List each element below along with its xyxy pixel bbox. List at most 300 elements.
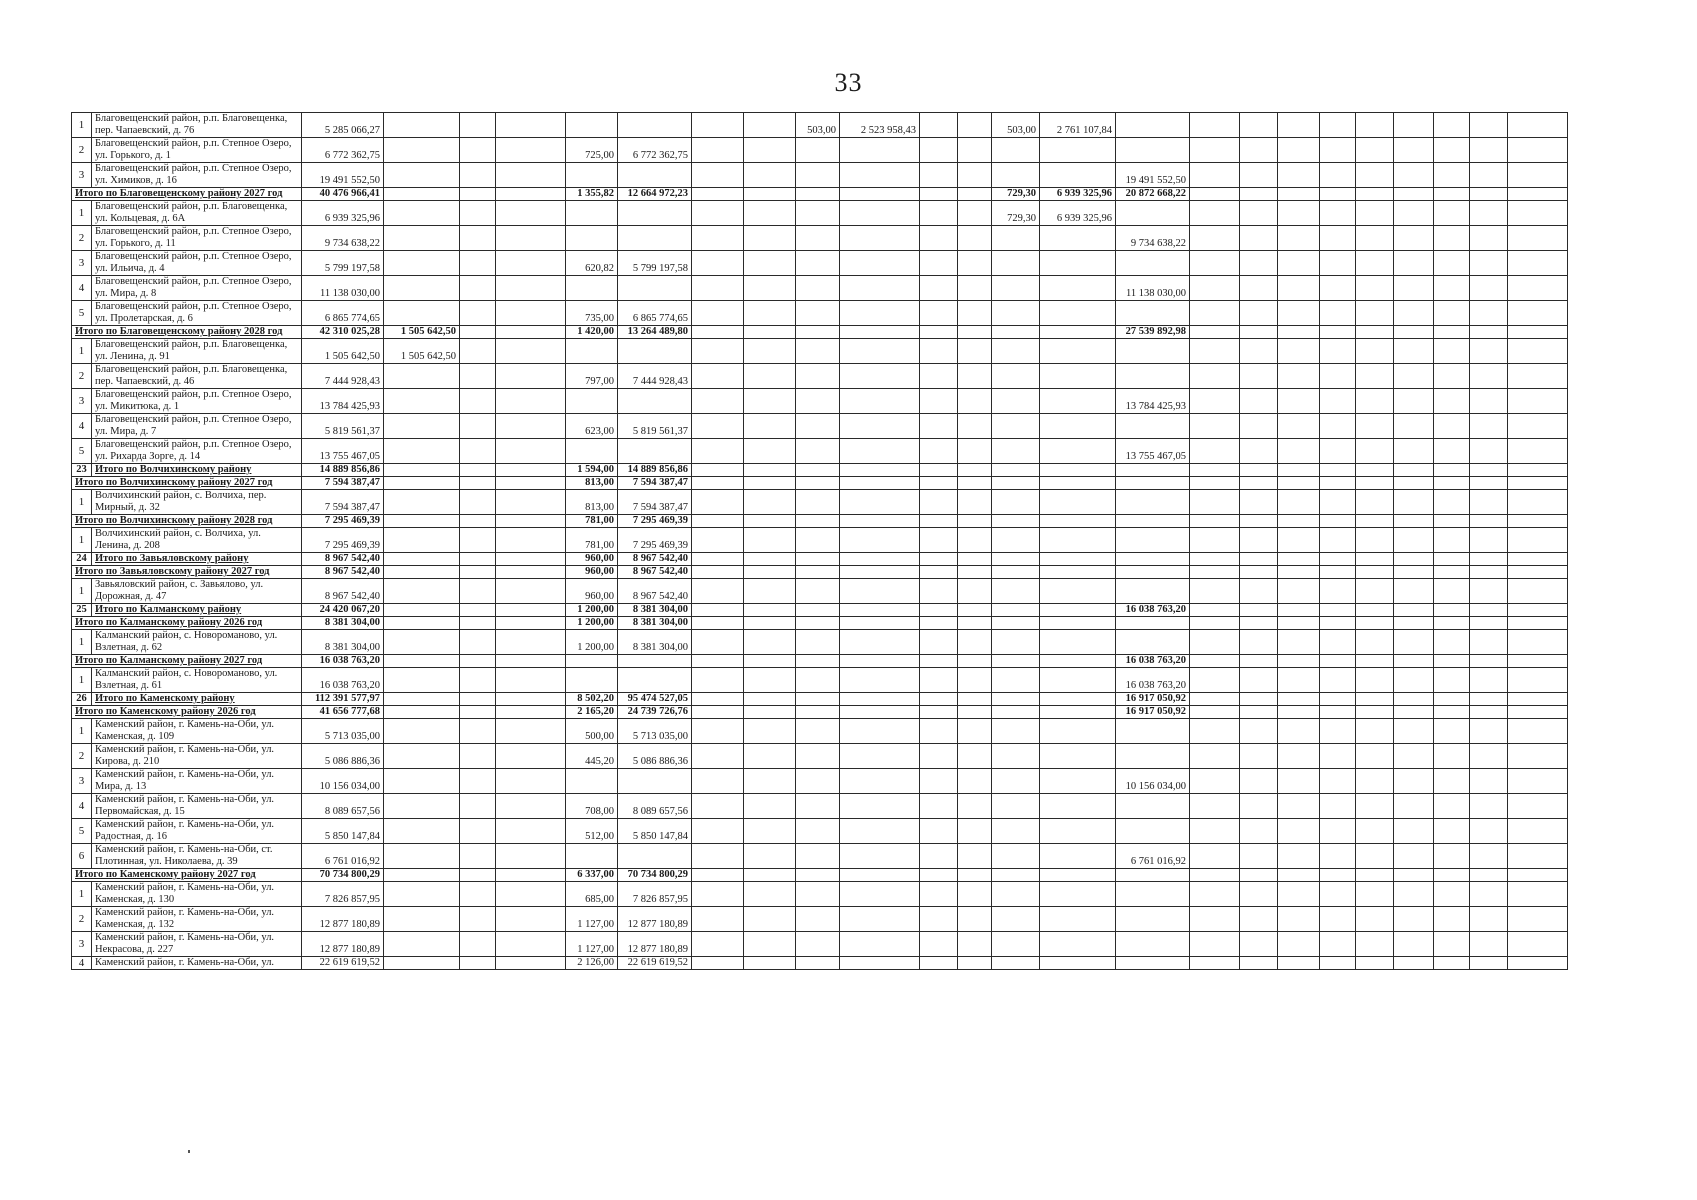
value-cell <box>1508 301 1568 326</box>
value-cell <box>496 490 566 515</box>
value-cell <box>1190 744 1240 769</box>
value-cell <box>1190 163 1240 188</box>
table-row <box>72 668 1568 693</box>
value-cell <box>692 579 744 604</box>
value-cell <box>1434 464 1470 477</box>
row-number: 3 <box>72 389 92 414</box>
address-cell: Калманский район, с. Новороманово, ул. Взлетная, д. 61 <box>92 668 302 693</box>
value-cell <box>744 477 796 490</box>
value-cell <box>1190 769 1240 794</box>
value-cell <box>796 693 840 706</box>
value-cell <box>1356 528 1394 553</box>
value-cell <box>1040 769 1116 794</box>
value-cell <box>920 630 958 655</box>
value-cell <box>1434 490 1470 515</box>
value-cell <box>744 138 796 163</box>
value-cell <box>496 932 566 957</box>
value-cell: 16 038 763,20 <box>302 655 384 668</box>
row-number: 4 <box>72 957 92 970</box>
value-cell <box>1320 566 1356 579</box>
table-row <box>72 528 1568 553</box>
value-cell <box>796 844 840 869</box>
address-cell: Волчихинский район, с. Волчиха, ул. Ленина, д. 208 <box>92 528 302 553</box>
table-total-row <box>72 515 1568 528</box>
value-cell <box>1040 414 1116 439</box>
value-cell <box>840 439 920 464</box>
value-cell <box>958 869 992 882</box>
value-cell <box>460 604 496 617</box>
value-cell <box>1434 630 1470 655</box>
value-cell <box>1278 326 1320 339</box>
value-cell: 1 505 642,50 <box>384 326 460 339</box>
value-cell <box>1470 364 1508 389</box>
value-cell <box>840 668 920 693</box>
value-cell <box>1508 844 1568 869</box>
value-cell <box>992 339 1040 364</box>
value-cell <box>920 566 958 579</box>
value-cell <box>496 553 566 566</box>
value-cell <box>744 339 796 364</box>
value-cell: 9 734 638,22 <box>302 226 384 251</box>
value-cell <box>618 655 692 668</box>
value-cell: 12 877 180,89 <box>618 907 692 932</box>
value-cell <box>796 744 840 769</box>
value-cell <box>692 844 744 869</box>
value-cell: 1 505 642,50 <box>302 339 384 364</box>
value-cell: 22 619 619,52 <box>618 957 692 970</box>
value-cell <box>1116 113 1190 138</box>
value-cell <box>1190 566 1240 579</box>
value-cell <box>1040 163 1116 188</box>
value-cell <box>496 744 566 769</box>
value-cell <box>840 744 920 769</box>
value-cell <box>384 201 460 226</box>
value-cell: 6 939 325,96 <box>302 201 384 226</box>
value-cell <box>1320 604 1356 617</box>
value-cell <box>1434 844 1470 869</box>
value-cell <box>1278 188 1320 201</box>
value-cell <box>1040 251 1116 276</box>
value-cell <box>1278 579 1320 604</box>
value-cell <box>1040 907 1116 932</box>
value-cell <box>1356 464 1394 477</box>
value-cell <box>384 794 460 819</box>
value-cell <box>920 138 958 163</box>
value-cell <box>1240 439 1278 464</box>
value-cell <box>920 957 958 970</box>
value-cell <box>796 957 840 970</box>
value-cell: 503,00 <box>992 113 1040 138</box>
value-cell: 685,00 <box>566 882 618 907</box>
address-cell: Волчихинский район, с. Волчиха, пер. Мирный, д. 32 <box>92 490 302 515</box>
value-cell <box>384 882 460 907</box>
value-cell <box>1278 138 1320 163</box>
value-cell <box>460 907 496 932</box>
value-cell <box>1470 138 1508 163</box>
value-cell: 6 939 325,96 <box>1040 188 1116 201</box>
row-number: 2 <box>72 138 92 163</box>
value-cell <box>1356 326 1394 339</box>
value-cell <box>1394 693 1434 706</box>
value-cell <box>1320 464 1356 477</box>
row-number: 23 <box>72 464 92 477</box>
value-cell <box>1508 138 1568 163</box>
value-cell <box>840 364 920 389</box>
value-cell <box>840 869 920 882</box>
value-cell <box>1434 794 1470 819</box>
value-cell <box>958 439 992 464</box>
value-cell <box>496 477 566 490</box>
value-cell <box>840 882 920 907</box>
value-cell <box>1240 566 1278 579</box>
value-cell <box>496 326 566 339</box>
address-cell: Каменский район, г. Камень-на-Оби, ул. Каменская, д. 109 <box>92 719 302 744</box>
value-cell <box>384 819 460 844</box>
table-total-row <box>72 566 1568 579</box>
value-cell <box>692 251 744 276</box>
value-cell <box>1040 579 1116 604</box>
value-cell: 16 038 763,20 <box>1116 655 1190 668</box>
value-cell <box>1278 389 1320 414</box>
value-cell <box>1040 490 1116 515</box>
value-cell: 960,00 <box>566 579 618 604</box>
value-cell <box>460 477 496 490</box>
value-cell <box>1278 276 1320 301</box>
value-cell <box>384 579 460 604</box>
value-cell: 7 826 857,95 <box>302 882 384 907</box>
value-cell <box>1278 515 1320 528</box>
table-total-row <box>72 706 1568 719</box>
value-cell <box>460 326 496 339</box>
value-cell: 797,00 <box>566 364 618 389</box>
value-cell <box>1040 794 1116 819</box>
value-cell <box>840 604 920 617</box>
value-cell <box>744 439 796 464</box>
value-cell <box>1434 301 1470 326</box>
value-cell <box>1320 579 1356 604</box>
value-cell <box>992 794 1040 819</box>
value-cell: 503,00 <box>796 113 840 138</box>
value-cell <box>1394 882 1434 907</box>
value-cell <box>840 566 920 579</box>
value-cell <box>1278 706 1320 719</box>
value-cell <box>1434 706 1470 719</box>
value-cell: 7 295 469,39 <box>618 528 692 553</box>
value-cell <box>1040 706 1116 719</box>
value-cell <box>1190 907 1240 932</box>
value-cell <box>1356 819 1394 844</box>
value-cell <box>920 477 958 490</box>
value-cell: 729,30 <box>992 201 1040 226</box>
value-cell <box>1040 744 1116 769</box>
value-cell <box>958 276 992 301</box>
value-cell <box>1116 882 1190 907</box>
address-cell: Благовещенский район, р.п. Благовещенка, ул. Ленина, д. 91 <box>92 339 302 364</box>
value-cell <box>796 566 840 579</box>
value-cell <box>840 389 920 414</box>
value-cell <box>1356 668 1394 693</box>
value-cell: 112 391 577,97 <box>302 693 384 706</box>
value-cell: 8 502,20 <box>566 693 618 706</box>
address-cell: Благовещенский район, р.п. Благовещенка, пер. Чапаевский, д. 46 <box>92 364 302 389</box>
value-cell <box>1356 719 1394 744</box>
value-cell <box>1508 957 1568 970</box>
value-cell <box>958 477 992 490</box>
value-cell <box>920 794 958 819</box>
value-cell <box>384 276 460 301</box>
value-cell <box>1356 769 1394 794</box>
value-cell <box>1040 693 1116 706</box>
value-cell <box>1240 706 1278 719</box>
value-cell <box>1356 604 1394 617</box>
value-cell <box>1116 794 1190 819</box>
value-cell <box>840 188 920 201</box>
value-cell <box>1240 617 1278 630</box>
value-cell <box>618 339 692 364</box>
value-cell: 512,00 <box>566 819 618 844</box>
value-cell: 708,00 <box>566 794 618 819</box>
value-cell <box>1394 566 1434 579</box>
value-cell <box>744 719 796 744</box>
value-cell <box>992 553 1040 566</box>
value-cell <box>1508 706 1568 719</box>
value-cell <box>744 882 796 907</box>
value-cell <box>1240 907 1278 932</box>
value-cell <box>1190 188 1240 201</box>
value-cell <box>1394 617 1434 630</box>
value-cell <box>992 719 1040 744</box>
value-cell: 813,00 <box>566 490 618 515</box>
value-cell <box>1320 630 1356 655</box>
value-cell <box>566 113 618 138</box>
value-cell <box>796 668 840 693</box>
value-cell <box>1434 744 1470 769</box>
value-cell <box>1470 414 1508 439</box>
value-cell <box>496 630 566 655</box>
value-cell <box>1320 389 1356 414</box>
value-cell: 12 877 180,89 <box>618 932 692 957</box>
value-cell <box>1240 769 1278 794</box>
table-total-row <box>72 477 1568 490</box>
value-cell: 7 444 928,43 <box>302 364 384 389</box>
table-row <box>72 251 1568 276</box>
value-cell <box>496 251 566 276</box>
value-cell <box>1470 276 1508 301</box>
value-cell <box>992 819 1040 844</box>
value-cell <box>744 617 796 630</box>
value-cell: 781,00 <box>566 528 618 553</box>
value-cell <box>744 464 796 477</box>
value-cell <box>1434 719 1470 744</box>
value-cell <box>1394 719 1434 744</box>
value-cell <box>1116 490 1190 515</box>
value-cell <box>744 553 796 566</box>
value-cell <box>1508 276 1568 301</box>
value-cell <box>1320 869 1356 882</box>
value-cell <box>692 932 744 957</box>
value-cell: 8 381 304,00 <box>618 604 692 617</box>
value-cell <box>460 188 496 201</box>
value-cell <box>1278 226 1320 251</box>
value-cell <box>920 579 958 604</box>
value-cell <box>384 693 460 706</box>
value-cell <box>796 553 840 566</box>
value-cell <box>840 907 920 932</box>
value-cell: 16 038 763,20 <box>1116 668 1190 693</box>
value-cell <box>460 579 496 604</box>
value-cell <box>1240 188 1278 201</box>
value-cell: 5 819 561,37 <box>618 414 692 439</box>
value-cell <box>1434 326 1470 339</box>
value-cell <box>744 630 796 655</box>
value-cell <box>958 251 992 276</box>
value-cell <box>1508 414 1568 439</box>
value-cell <box>1320 794 1356 819</box>
value-cell <box>1470 907 1508 932</box>
value-cell <box>958 414 992 439</box>
value-cell <box>1240 464 1278 477</box>
value-cell <box>692 706 744 719</box>
value-cell <box>1190 439 1240 464</box>
row-number: 4 <box>72 414 92 439</box>
value-cell <box>1508 655 1568 668</box>
row-number: 1 <box>72 490 92 515</box>
value-cell <box>1190 414 1240 439</box>
value-cell: 70 734 800,29 <box>618 869 692 882</box>
value-cell <box>992 617 1040 630</box>
value-cell <box>1394 226 1434 251</box>
value-cell: 19 491 552,50 <box>302 163 384 188</box>
row-number: 4 <box>72 276 92 301</box>
row-number: 1 <box>72 339 92 364</box>
value-cell <box>1190 326 1240 339</box>
value-cell <box>1320 326 1356 339</box>
value-cell: 445,20 <box>566 744 618 769</box>
value-cell <box>840 326 920 339</box>
value-cell <box>1116 719 1190 744</box>
table-row <box>72 932 1568 957</box>
value-cell <box>1434 226 1470 251</box>
value-cell <box>1190 668 1240 693</box>
value-cell <box>1470 201 1508 226</box>
value-cell <box>1394 188 1434 201</box>
value-cell <box>384 566 460 579</box>
value-cell <box>1278 668 1320 693</box>
value-cell <box>618 668 692 693</box>
value-cell <box>384 706 460 719</box>
value-cell <box>1240 528 1278 553</box>
value-cell <box>692 138 744 163</box>
value-cell <box>1356 301 1394 326</box>
value-cell <box>920 719 958 744</box>
address-cell: Благовещенский район, р.п. Благовещенка, ул. Кольцевая, д. 6А <box>92 201 302 226</box>
value-cell <box>460 693 496 706</box>
value-cell <box>1508 326 1568 339</box>
value-cell <box>1434 201 1470 226</box>
subtotal-label: Итого по Каменскому району 2027 год <box>72 869 302 882</box>
value-cell <box>744 869 796 882</box>
value-cell <box>384 364 460 389</box>
value-cell <box>618 276 692 301</box>
value-cell <box>958 844 992 869</box>
value-cell <box>1278 957 1320 970</box>
register-table-wrapper <box>71 112 1568 970</box>
value-cell <box>1470 882 1508 907</box>
value-cell <box>384 907 460 932</box>
address-cell: Благовещенский район, р.п. Степное Озеро, ул. Микитюка, д. 1 <box>92 389 302 414</box>
value-cell <box>1434 655 1470 668</box>
register-table <box>71 112 1568 970</box>
table-row <box>72 907 1568 932</box>
row-number: 1 <box>72 882 92 907</box>
value-cell <box>692 719 744 744</box>
value-cell <box>992 389 1040 414</box>
value-cell: 623,00 <box>566 414 618 439</box>
value-cell <box>1320 515 1356 528</box>
value-cell <box>496 163 566 188</box>
value-cell <box>1190 490 1240 515</box>
value-cell <box>1394 957 1434 970</box>
value-cell <box>920 201 958 226</box>
value-cell <box>958 138 992 163</box>
value-cell <box>1434 604 1470 617</box>
value-cell <box>1040 604 1116 617</box>
address-cell: Благовещенский район, р.п. Благовещенка, пер. Чапаевский, д. 76 <box>92 113 302 138</box>
value-cell: 40 476 966,41 <box>302 188 384 201</box>
value-cell <box>958 163 992 188</box>
table-row <box>72 957 1568 970</box>
value-cell <box>992 326 1040 339</box>
value-cell <box>1508 439 1568 464</box>
address-cell: Благовещенский район, р.п. Степное Озеро, ул. Мира, д. 8 <box>92 276 302 301</box>
value-cell <box>796 439 840 464</box>
value-cell <box>840 163 920 188</box>
value-cell <box>920 339 958 364</box>
value-cell <box>460 794 496 819</box>
address-cell: Каменский район, г. Камень-на-Оби, ул. Каменская, д. 130 <box>92 882 302 907</box>
table-row <box>72 794 1568 819</box>
value-cell <box>1394 201 1434 226</box>
subtotal-label: Итого по Волчихинскому району 2028 год <box>72 515 302 528</box>
value-cell <box>958 339 992 364</box>
value-cell <box>1240 744 1278 769</box>
value-cell: 8 967 542,40 <box>618 553 692 566</box>
value-cell <box>1470 326 1508 339</box>
value-cell <box>1508 794 1568 819</box>
value-cell <box>618 226 692 251</box>
value-cell <box>958 566 992 579</box>
value-cell <box>796 163 840 188</box>
value-cell <box>1470 693 1508 706</box>
subtotal-label: Итого по Благовещенскому району 2027 год <box>72 188 302 201</box>
value-cell <box>692 389 744 414</box>
value-cell <box>1116 414 1190 439</box>
value-cell <box>1190 528 1240 553</box>
value-cell <box>1278 439 1320 464</box>
value-cell: 70 734 800,29 <box>302 869 384 882</box>
value-cell <box>840 251 920 276</box>
value-cell: 5 850 147,84 <box>302 819 384 844</box>
value-cell <box>1434 693 1470 706</box>
value-cell <box>1190 630 1240 655</box>
value-cell <box>1508 744 1568 769</box>
value-cell: 6 865 774,65 <box>302 301 384 326</box>
value-cell <box>460 339 496 364</box>
value-cell <box>1320 188 1356 201</box>
value-cell <box>1434 251 1470 276</box>
value-cell <box>1356 844 1394 869</box>
value-cell <box>692 113 744 138</box>
